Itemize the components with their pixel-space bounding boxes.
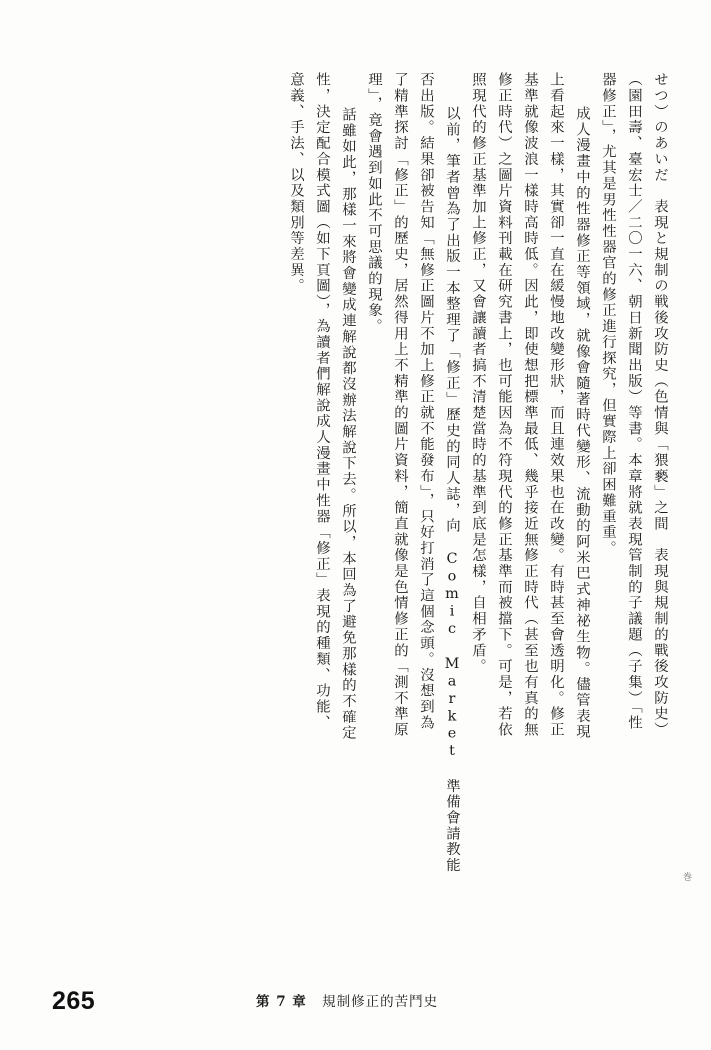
text-column: 基準就像波浪一樣時高時低。因此，即使想把標準最低、幾乎接近無修正時代（甚至也有真的無: [522, 72, 538, 738]
text-column: せつ）のあいだ 表現と規制の戦後攻防史（色情與「猥褻」之間 表現與規制的戰後攻防史）: [652, 72, 668, 738]
text-column: 照現代的修正基準加上修正，又會讓讀者搞不清楚當時的基準到底是怎樣，自相矛盾。: [470, 72, 486, 675]
text-column: 修正時代）之圖片資料刊載在研究書上，也可能因為不符現代的修正基準而被擋下。可是，若依: [496, 72, 512, 738]
vertical-text-body: [46, 72, 667, 952]
running-head: [256, 990, 438, 1010]
text-column: 性，決定配合模式圖（如下頁圖），為讀者們解說成人漫畫中性器「修正」表現的種類、功能、: [314, 72, 330, 731]
running-head-title: 規制修正的苦鬥史: [322, 994, 439, 1010]
text-column: 上看起來一樣，其實卻一直在緩慢地改變形狀，而且連效果也在改變。有時甚至會透明化。修正: [548, 72, 564, 738]
text-column: 器修正」，尤其是男性性器官的修正進行探究，但實際上卻困難重重。: [600, 72, 616, 557]
text-column: 了精準探討「修正」的歷史，居然得用上不精準的圖片資料，簡直就像是色情修正的「測不準原: [392, 72, 408, 738]
text-column: 以前，筆者曾為了出版一本整理了「修正」歷史的同人誌，向 Comic Market 準備會請教能: [444, 90, 460, 874]
running-head-chapter: 第 7 章: [256, 994, 307, 1010]
page-number: 265: [52, 987, 96, 1015]
text-column: 意義、手法、以及類別等差異。: [288, 72, 304, 294]
margin-mark: 巻: [681, 872, 691, 881]
text-column: 否出版。結果卻被告知「無修正圖片不加上修正就不能發布」，只好打消了這個念頭。沒想到為: [418, 72, 434, 731]
text-column: 成人漫畫中的性器修正等領域，就像會隨著時代變形、流動的阿米巴式神祕生物。儘管表現: [574, 90, 590, 740]
text-column: 話雖如此，那樣一來將會變成連解說都沒辦法解說下去。所以，本回為了避免那樣的不確定: [340, 91, 356, 741]
text-column: 理」，竟會遇到如此不可思議的現象。: [366, 72, 382, 335]
text-column: （園田壽、臺宏士／二〇一六、朝日新聞出版）等書。本章將就表現管制的子議題（子集）「性: [626, 72, 642, 731]
page-footer: [0, 984, 711, 1024]
